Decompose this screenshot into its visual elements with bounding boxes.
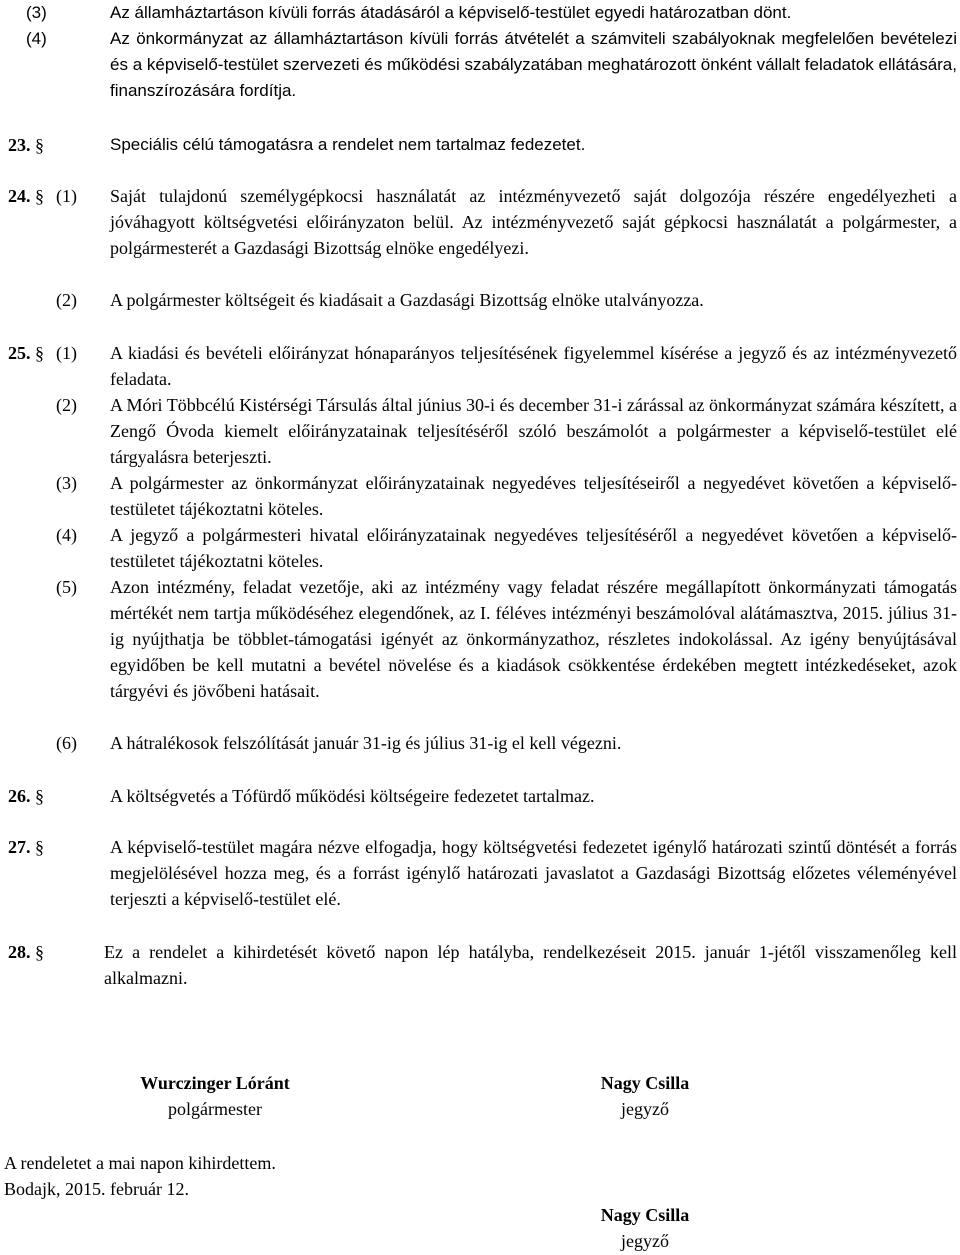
signature-block-mayor [100, 1070, 330, 1122]
paragraph-number: (4) [56, 525, 77, 545]
signatory-name: Wurczinger Lóránt [140, 1073, 290, 1093]
promulgation-statement: A rendeletet a mai napon kihirdettem. [4, 1153, 276, 1173]
section-number: 26. § [8, 786, 44, 806]
paragraph-number: (3) [26, 3, 47, 22]
paragraph-number: (2) [56, 395, 77, 415]
section-text: A képviselő-testület magára nézve elfogadja, hogy költségvetési fedezetet igénylő határozati szintű döntését a forrás megjelölésével hozza meg, és a forrást igénylő határozati javaslatot a Gazdasági Bizottság előzetes véleményével terjeszti a képviselő-testület elé. [110, 837, 957, 909]
signatory-role: jegyző [621, 1231, 669, 1251]
section-number: 27. § [8, 837, 44, 857]
section-number: 25. § [8, 343, 44, 363]
paragraph-text: A hátralékosok felszólítását január 31-ig és július 31-ig el kell végezni. [110, 733, 622, 753]
signature-block-promulgation [560, 1202, 730, 1254]
paragraph-number: (6) [56, 733, 77, 753]
signatory-name: Nagy Csilla [600, 1073, 690, 1093]
section-number: 23. § [8, 135, 44, 155]
paragraph-text: A Móri Többcélú Kistérségi Társulás által június 30-i és december 31-i zárással az önkormányzat számára készített, a Zengő Óvoda kiemelt előirányzatainak teljesítéséről szóló beszámolót a polgármester a képviselő-testület elé tárgyalásra beterjeszti. [110, 395, 957, 467]
paragraph-text: A polgármester az önkormányzat előirányzatainak negyedéves teljesítéseiről a negyedévet követően a képviselő-testületet tájékoztatni köteles. [110, 473, 957, 519]
section-number: 28. § [8, 942, 44, 962]
paragraph-number: (3) [56, 473, 77, 493]
section-text: Ez a rendelet a kihirdetését követő napon lép hatályba, rendelkezéseit 2015. január 1-jétől visszamenőleg kell alkalmazni. [104, 942, 957, 988]
promulgation-place-date: Bodajk, 2015. február 12. [4, 1179, 189, 1199]
paragraph-text: A kiadási és bevételi előirányzat hónaparányos teljesítésének figyelemmel kísérése a jegyző és az intézményvezető feladata. [110, 343, 957, 389]
paragraph-text: A jegyző a polgármesteri hivatal előirányzatainak negyedéves teljesítéséről a negyedévet követően a képviselő-testületet tájékoztatni köteles. [110, 525, 957, 571]
signature-block-notary [560, 1070, 730, 1122]
paragraph-text: Az államháztartáson kívüli forrás átadásáról a képviselő-testület egyedi határozatban dönt. [110, 3, 792, 22]
paragraph-text: A polgármester költségeit és kiadásait a Gazdasági Bizottság elnöke utalványozza. [110, 290, 704, 310]
signatory-role: jegyző [621, 1099, 669, 1119]
paragraph-number: (5) [56, 577, 77, 597]
section-text: A költségvetés a Tófürdő működési költségeire fedezetet tartalmaz. [110, 786, 595, 806]
section-number: 24. § [8, 186, 44, 206]
paragraph-text: Saját tulajdonú személygépkocsi használatát az intézményvezető saját dolgozója részére engedélyezheti a jóváhagyott költségvetési előirányzaton belül. Az intézményvezető saját gépkocsi használatát a polgármester, a polgármesterét a Gazdasági Bizottság elnöke engedélyezi. [110, 186, 957, 258]
paragraph-number: (1) [56, 186, 77, 206]
paragraph-number: (4) [26, 29, 47, 48]
signatory-name: Nagy Csilla [600, 1205, 690, 1225]
paragraph-number: (2) [56, 290, 77, 310]
paragraph-text: Az önkormányzat az államháztartáson kívüli forrás átvételét a számviteli szabályoknak megfelelően bevételezi és a képviselő-testület szervezeti és működési szabályzatában meghatározott önként vállalt feladatok ellátására, finanszírozására fordítja. [110, 29, 957, 100]
section-text: Speciális célú támogatásra a rendelet nem tartalmaz fedezetet. [110, 135, 586, 154]
paragraph-number: (1) [56, 343, 77, 363]
signatory-role: polgármester [168, 1099, 262, 1119]
paragraph-text: Azon intézmény, feladat vezetője, aki az intézmény vagy feladat részére megállapított önkormányzati támogatás mértékét nem tartja működéséhez elegendőnek, az I. féléves intézményi beszámolóval alátámasztva, 2015. július 31-ig nyújthatja be többlet-támogatási igényét az önkormányzathoz, részletes indokolással. Az igény benyújtásával egyidőben be kell mutatni a bevétel növelése és a kiadások csökkentése érdekében megtett intézkedéseket, azok tárgyévi és jövőbeni hatásait. [110, 577, 957, 701]
